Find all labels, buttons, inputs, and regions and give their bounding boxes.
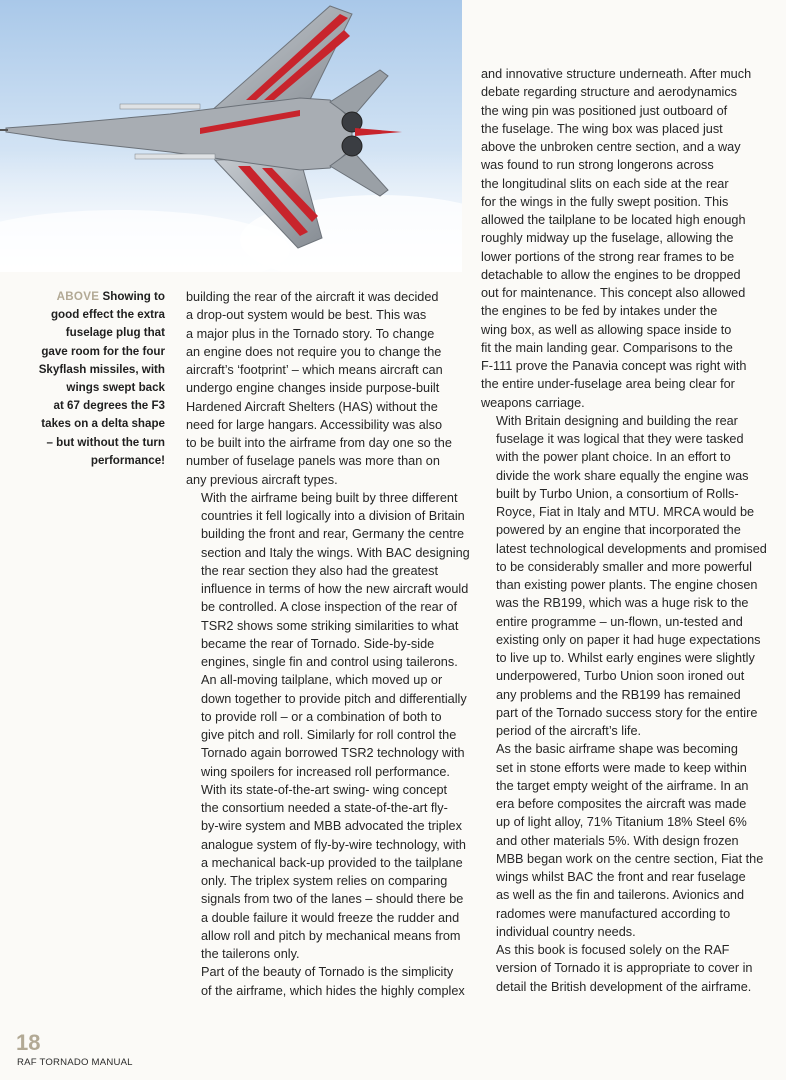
running-title: RAF TORNADO MANUAL [17,1057,133,1068]
text-line: for the wings in the fully swept position. This [481,194,729,209]
text-line: detachable to allow the engines to be dropped [481,267,741,282]
text-line: With its state-of-the-art swing- wing concept [201,782,448,797]
text-line: the wing pin was positioned just outboard of [481,103,728,118]
caption-line: gave room for the four [41,344,165,358]
text-line: up of light alloy, 71% Titanium 18% Steel 6% [496,815,747,830]
text-line: F-111 prove the Panavia concept was right with [481,359,747,373]
text-line: set in stone efforts were made to keep within [496,760,747,775]
text-line: out for maintenance. This concept also allowed [481,286,746,300]
paragraph [186,489,470,964]
text-line: any problems and the RB199 has remained [496,687,741,702]
text-line: the entire under-fuselage area being clear for [481,377,735,392]
caption-line: Skyflash missiles, with [38,362,165,376]
text-line: signals from two of the lanes – should there be [201,892,464,907]
caption-line: Showing to [102,290,165,303]
text-line: than existing power plants. The engine chosen [496,578,758,592]
text-line: version of Tornado it is appropriate to cover in [496,961,753,976]
caption-line: at 67 degrees the F3 [53,399,165,413]
text-line: With Britain designing and building the rear [496,413,738,428]
text-line: became the rear of Tornado. Side-by-side [201,636,435,651]
text-line: wing spoilers for increased roll performance. [201,764,450,779]
text-line: by-wire system and MBB advocated the triplex [201,819,462,834]
text-line: building the front and rear, Germany the centre [201,527,465,542]
text-line: countries it fell logically into a division of Britain [201,509,465,523]
aircraft-photo [0,0,462,272]
text-line: divide the work share equally the engine was [496,468,749,483]
text-line: a drop-out system would be best. This was [186,308,427,323]
text-line: only. The triplex system relies on comparing [201,874,448,888]
text-line: TSR2 shows some striking similarities to what [201,618,459,633]
text-line: the fuselage. The wing box was placed just [481,121,723,136]
caption-line: performance! [90,453,165,467]
text-line: wing box, as well as allowing space inside to [481,322,732,337]
text-line: allowed the tailplane to be located high enough [481,213,746,227]
text-line: Hardened Aircraft Shelters (HAS) without the [186,399,438,414]
text-line: latest technological developments and promised [496,541,767,556]
text-line: influence in terms of how the new aircraft would [201,582,469,596]
body-text-column-right [481,65,767,996]
text-line: with the power plant choice. In an effort to [496,450,731,465]
text-line: powered by an engine that incorporated the [496,523,741,538]
text-line: lower portions of the strong rear frames to be [481,249,735,264]
text-line: an engine does not require you to change the [186,344,442,359]
text-line: allow roll and pitch by mechanical means from [201,928,461,943]
text-line: Part of the beauty of Tornado is the simplicity [201,965,454,980]
text-line: be controlled. A close inspection of the rear of [201,600,458,615]
text-line: period of the aircraft’s life. [496,724,642,738]
paragraph [481,740,764,941]
text-line: fuselage it was logical that they were tasked [496,432,744,446]
text-line: the tailerons only. [201,947,300,961]
text-line: the longitudinal slits on each side at the rear [481,176,729,191]
text-line: give pitch and roll. Similarly for roll control the [201,728,457,742]
text-line: As the basic airframe shape was becoming [496,742,738,757]
text-line: analogue system of fly-by-wire technology, with [201,837,466,852]
text-line: number of fuselage panels was more than on [186,454,440,469]
text-line: part of the Tornado success story for the entire [496,705,758,720]
paragraph [481,941,764,996]
caption-lead: ABOVE [56,290,100,303]
text-line: down together to provide pitch and differentially [201,691,467,706]
paragraph [186,963,464,1000]
text-line: any previous aircraft types. [186,472,338,487]
text-line: as well as the fin and tailerons. Avionics and [496,888,745,903]
text-line: existing only on paper it had huge expectations [496,632,761,647]
text-line: underpowered, Turbo Union soon ironed out [496,669,745,684]
page-number: 18 [16,1030,41,1055]
body-text-column-middle [186,288,470,1000]
caption-line: fuselage plug that [65,326,165,340]
text-line: and innovative structure underneath. After much [481,67,752,81]
text-line: was found to run strong longerons across [481,158,714,173]
text-line: individual country needs. [496,924,636,939]
text-line: of the airframe, which hides the highly complex [201,983,465,998]
text-line: a mechanical back-up provided to the tailplane [201,855,463,870]
text-line: Tornado again borrowed TSR2 technology with [201,746,465,761]
text-line: to provide roll – or a combination of both to [201,709,442,724]
text-line: built by Turbo Union, a consortium of Rolls- [496,486,739,501]
text-line: wings whilst BAC the front and rear fuselage [496,870,746,884]
text-line: was the RB199, which was a huge risk to the [496,596,749,611]
caption-line: good effect the extra [50,308,165,322]
caption-line: wings swept back [66,381,165,395]
text-line: section and Italy the wings. With BAC designing [201,545,470,560]
text-line: engines, single fin and control using tailerons. [201,655,458,669]
text-line: MBB began work on the centre section, Fiat the [496,851,764,866]
text-line: above the unbroken centre section, and a way [481,140,741,154]
caption-line: takes on a delta shape [41,417,165,431]
text-line: building the rear of the aircraft it was decided [186,290,439,304]
text-line: need for large hangars. Accessibility was also [186,417,442,432]
text-line: a double failure it would freeze the rudder and [201,910,460,925]
text-line: With the airframe being built by three different [201,490,458,505]
text-line: debate regarding structure and aerodynamics [481,85,738,100]
text-line: aircraft’s ‘footprint’ – which means aircraft can [186,363,443,377]
text-line: roughly midway up the fuselage, allowing the [481,231,734,246]
text-line: to live up to. Whilst early engines were slightly [496,651,755,665]
text-line: weapons carriage. [481,395,585,410]
text-line: the rear section they also had the greatest [201,563,438,578]
text-line: entire programme – un-flown, un-tested and [496,614,743,629]
text-line: An all-moving tailplane, which moved up or [201,673,443,688]
text-line: a major plus in the Tornado story. To change [186,326,435,341]
text-line: As this book is focused solely on the RAF [496,943,730,957]
paragraph [481,65,764,412]
paragraph [481,412,767,741]
tornado-f3-illustration [0,0,462,272]
text-line: to be considerably smaller and more powerful [496,559,752,574]
text-line: detail the British development of the airframe. [496,979,752,994]
text-line: the target empty weight of the airframe. In an [496,778,749,793]
text-line: radomes were manufactured according to [496,906,731,921]
text-line: Royce, Fiat in Italy and MTU. MRCA would be [496,505,755,519]
text-line: and other materials 5%. With design frozen [496,833,739,848]
text-line: undergo engine changes inside purpose-built [186,381,440,396]
photo-caption [14,288,165,470]
caption-line: – but without the turn [46,435,165,449]
text-line: fit the main landing gear. Comparisons to the [481,340,733,355]
text-line: to be built into the airframe from day one so the [186,436,452,450]
text-line: era before composites the aircraft was made [496,797,747,811]
text-line: the engines to be fed by intakes under the [481,304,718,319]
text-line: the consortium needed a state-of-the-art fly- [201,801,448,815]
paragraph [186,288,464,489]
